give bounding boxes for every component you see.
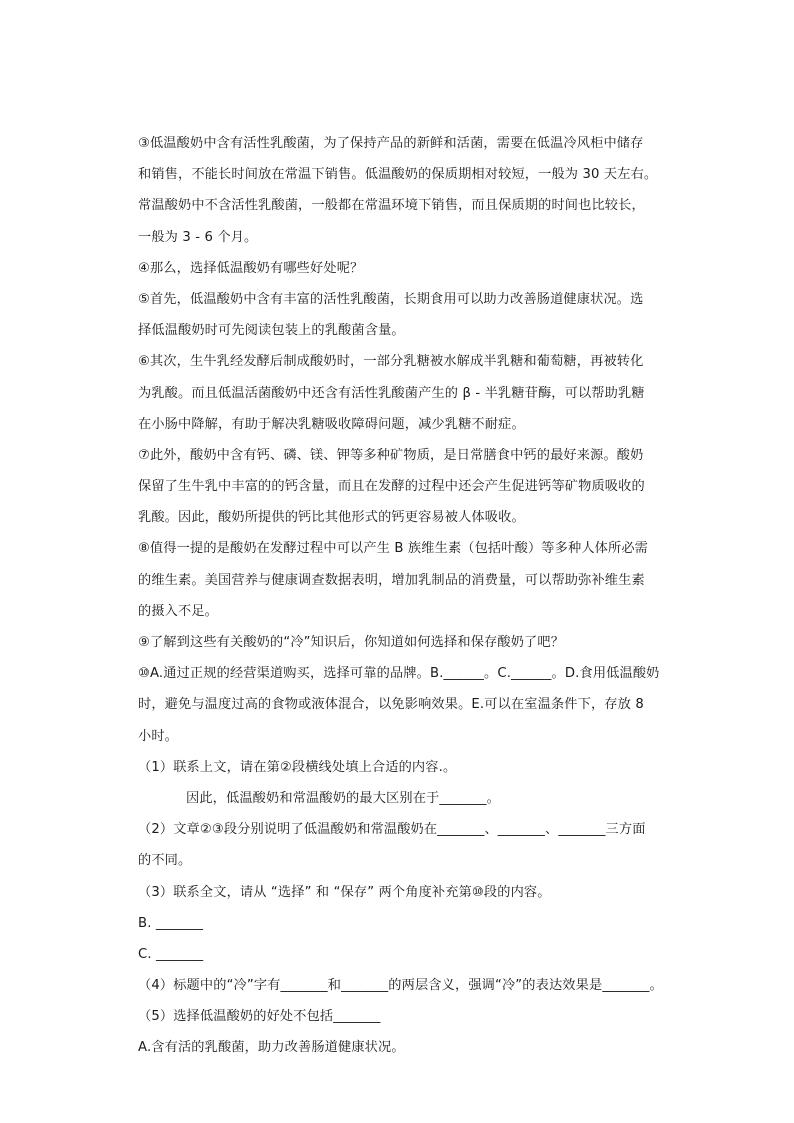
paragraph-6-line-2: 为乳酸。而且低温活菌酸奶中还含有活性乳酸菌产生的 β - 半乳糖苷酶，可以帮助乳糖 <box>138 385 645 401</box>
paragraph-7-line-2: 保留了生牛乳中丰富的的钙含量，而且在发酵的过程中还会产生促进钙等矿物质吸收的 <box>138 479 645 495</box>
paragraph-6-line-3: 在小肠中降解，有助于解决乳糖吸收障碍问题，减少乳糖不耐症。 <box>138 416 525 432</box>
question-1-prompt: 因此，低温酸奶和常温酸奶的最大区别在于_______。 <box>186 790 500 806</box>
paragraph-5-line-2: 择低温酸奶时可先阅读包装上的乳酸菌含量。 <box>138 323 405 339</box>
question-5-option-a: A.含有活的乳酸菌，助力改善肠道健康状况。 <box>138 1040 405 1056</box>
paragraph-3-line-4: 一般为 3 - 6 个月。 <box>138 229 258 245</box>
paragraph-8-line-1: ⑧值得一提的是酸奶在发酵过程中可以产生 B 族维生素（包括叶酸）等多种人体所必需 <box>138 541 648 557</box>
question-5: （5）选择低温酸奶的好处不包括_______ <box>138 1009 381 1025</box>
paragraph-8-line-2: 的维生素。美国营养与健康调查数据表明，增加乳制品的消费量，可以帮助弥补维生素 <box>138 572 645 588</box>
paragraph-6-line-1: ⑥其次，生牛乳经发酵后制成酸奶时，一部分乳糖被水解成半乳糖和葡萄糖，再被转化 <box>138 354 644 370</box>
question-1: （1）联系上文，请在第②段横线处填上合适的内容.。 <box>138 759 457 775</box>
paragraph-7-line-3: 乳酸。因此，酸奶所提供的钙比其他形式的钙更容易被人体吸收。 <box>138 510 525 526</box>
paragraph-4: ④那么，选择低温酸奶有哪些好处呢？ <box>138 260 364 276</box>
paragraph-5-line-1: ⑤首先，低温酸奶中含有丰富的活性乳酸菌，长期食用可以助力改善肠道健康状况。选 <box>138 291 644 307</box>
paragraph-3-line-1: ③低温酸奶中含有活性乳酸菌，为了保持产品的新鲜和活菌，需要在低温冷风柜中储存 <box>138 136 644 151</box>
document-body <box>138 128 690 1064</box>
paragraph-3-line-2: 和销售，不能长时间放在常温下销售。低温酸奶的保质期相对较短，一般为 30 天左右。 <box>138 167 658 183</box>
question-3-answer-c: C. _______ <box>138 946 204 962</box>
paragraph-7-line-1: ⑦此外，酸奶中含有钙、磷、镁、钾等多种矿物质，是日常膳食中钙的最好来源。酸奶 <box>138 447 644 463</box>
paragraph-10-line-2: 时，避免与温度过高的食物或液体混合，以免影响效果。E.可以在室温条件下，存放 8 <box>138 697 644 713</box>
question-4: （4）标题中的“冷”字有_______和_______的两层含义，强调“冷”的表达效果是_______。 <box>138 978 663 994</box>
paragraph-8-line-3: 的摄入不足。 <box>138 603 219 619</box>
question-3-answer-b: B. _______ <box>138 915 204 931</box>
question-2-line-2: 的不同。 <box>138 853 192 869</box>
paragraph-10-line-3: 小时。 <box>138 728 179 744</box>
paragraph-3-line-3: 常温酸奶中不含活性乳酸菌，一般都在常温环境下销售，而且保质期的时间也比较长， <box>138 198 645 214</box>
question-3: （3）联系全文，请从 “选择” 和 “保存” 两个角度补充第⑩段的内容。 <box>138 884 551 900</box>
paragraph-9: ⑨了解到这些有关酸奶的“冷”知识后，你知道如何选择和保存酸奶了吧？ <box>138 635 565 650</box>
paragraph-10-line-1: ⑩A.通过正规的经营渠道购买，选择可靠的品牌。B.______。C.______。D.食用低温酸奶 <box>138 666 660 682</box>
question-2-line-1: （2）文章②③段分别说明了低温酸奶和常温酸奶在_______、_______、_______三方面 <box>138 822 646 838</box>
